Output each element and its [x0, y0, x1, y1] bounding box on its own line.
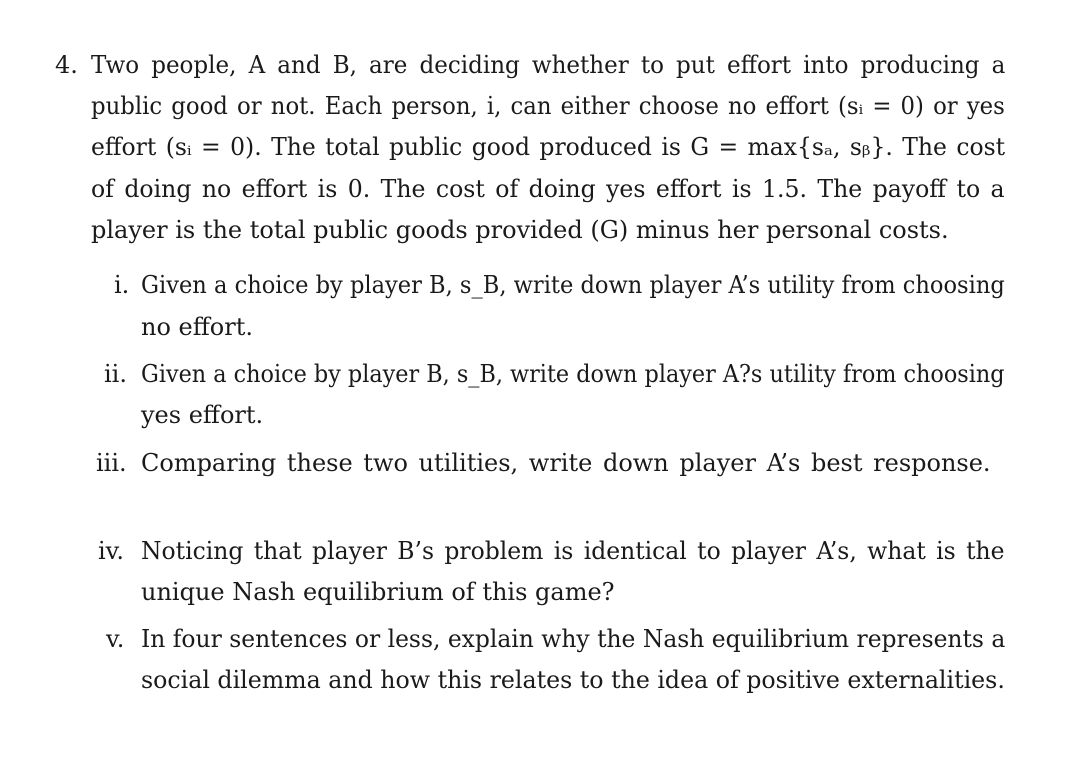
part-v-line-2: social dilemma and how this relates to the idea of positive externalities. [141, 666, 1005, 694]
intro-line-3: effort (sᵢ = 0). The total public good produced is G = max{sₐ, sᵦ}. The cost [91, 133, 1006, 161]
intro-line-2: public good or not. Each person, i, can either choose no effort (sᵢ = 0) or yes [91, 92, 1005, 120]
intro-line-1: Two people, A and B, are deciding whether to put effort into producing a [91, 51, 1006, 79]
part-v-line-1: In four sentences or less, explain why the Nash equilibrium represents a [141, 625, 1006, 653]
part-i-line-2: no effort. [141, 313, 253, 341]
part-iv-line-1: Noticing that player B’s problem is identical to player A’s, what is the [141, 537, 1005, 565]
part-marker-v: v. [106, 625, 125, 653]
part-ii-line-2: yes effort. [141, 401, 264, 429]
part-ii-line-1: Given a choice by player B, s_B, write down player A?s utility from choosing [141, 360, 1005, 388]
part-marker-i: i. [114, 271, 130, 299]
part-marker-iii: iii. [96, 449, 127, 477]
part-iv-line-2: unique Nash equilibrium of this game? [141, 578, 615, 606]
intro-line-5: player is the total public goods provided (G) minus her personal costs. [91, 216, 949, 244]
intro-line-4: of doing no effort is 0. The cost of doing yes effort is 1.5. The payoff to a [91, 175, 1005, 203]
part-marker-iv: iv. [98, 537, 125, 565]
part-marker-ii: ii. [104, 360, 127, 388]
part-i-line-1: Given a choice by player B, s_B, write down player A’s utility from choosing [141, 271, 1005, 299]
problem-number: 4. [55, 51, 78, 79]
part-iii-line-1: Comparing these two utilities, write down player A’s best response. [141, 449, 991, 477]
